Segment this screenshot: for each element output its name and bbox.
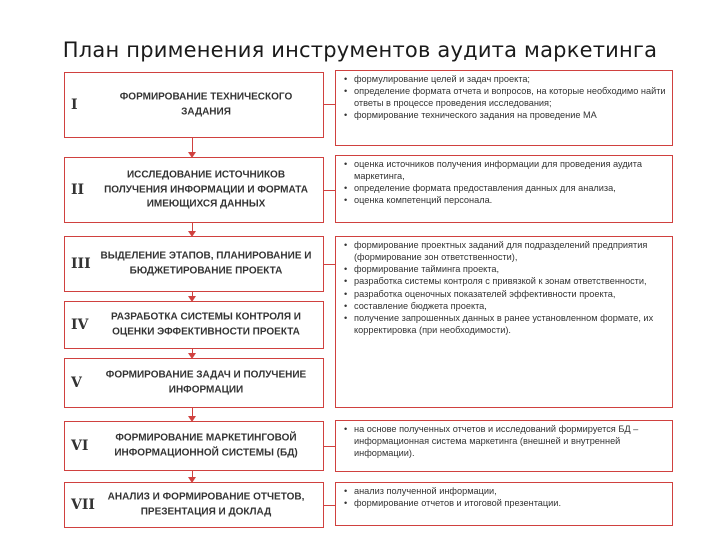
detail-item: • оценка источников получения информации для проведения аудита маркетинга, [354,158,666,182]
stage-box-1 [64,72,324,138]
details-box-6 [335,420,673,472]
stage-number: I [71,97,78,113]
detail-item: • формирование технического задания на проведение МА [354,109,666,121]
detail-item: • формирование проектных заданий для подразделений предприятия (формирование зон ответственности), [354,239,666,263]
flow-arrow [192,138,193,156]
detail-item: • получение запрошенных данных в ранее установленном формате, их корректировка (при необходимости). [354,312,666,336]
stage-number: III [71,256,91,272]
flow-arrow [192,292,193,300]
stage-number: V [71,375,82,391]
stage-box-3 [64,236,324,292]
detail-item: • анализ полученной информации, [354,485,666,497]
stage-name: ФОРМИРОВАНИЕ ТЕХНИЧЕСКОГО ЗАДАНИЯ [119,91,293,117]
stage-box-6 [64,421,324,471]
stage-number: VII [71,497,95,513]
detail-item: • определение формата предоставления данных для анализа, [354,182,666,194]
details-box-1 [335,70,673,146]
stage-box-7 [64,482,324,528]
detail-item: • оценка компетенций персонала. [354,194,666,206]
stage-number: VI [71,438,89,454]
stage-number: II [71,182,85,198]
detail-item: • разработка системы контроля с привязкой к зонам ответственности, [354,275,666,287]
stage-name: ВЫДЕЛЕНИЕ ЭТАПОВ, ПЛАНИРОВАНИЕ И БЮДЖЕТИРОВАНИЕ ПРОЕКТА [100,250,312,276]
details-box-3 [335,236,673,408]
stage-name: АНАЛИЗ И ФОРМИРОВАНИЕ ОТЧЕТОВ, ПРЕЗЕНТАЦИЯ И ДОКЛАД [107,491,305,517]
stage-name: ИССЛЕДОВАНИЕ ИСТОЧНИКОВ ПОЛУЧЕНИЯ ИНФОРМАЦИИ И ФОРМАТА ИМЕЮЩИХСЯ ДАННЫХ [104,169,308,210]
stage-name: РАЗРАБОТКА СИСТЕМЫ КОНТРОЛЯ И ОЦЕНКИ ЭФФЕКТИВНОСТИ ПРОЕКТА [111,311,301,337]
detail-item: • формирование тайминга проекта, [354,263,666,275]
stage-name: ФОРМИРОВАНИЕ МАРКЕТИНГОВОЙ ИНФОРМАЦИОННОЙ СИСТЕМЫ (БД) [114,432,298,458]
connector-line [324,264,335,265]
detail-item: • формулирование целей и задач проекта; [354,73,666,85]
detail-item: • формирование отчетов и итоговой презентации. [354,497,666,509]
details-box-7 [335,482,673,526]
stage-box-2 [64,157,324,223]
stage-number: IV [71,317,89,333]
connector-line [324,190,335,191]
stage-name: ФОРМИРОВАНИЕ ЗАДАЧ И ПОЛУЧЕНИЕ ИНФОРМАЦИИ [105,369,307,395]
flow-arrow [192,223,193,235]
detail-item: • на основе полученных отчетов и исследований формируется БД – информационная система маркетинга (внешней и внутренней информации). [354,423,666,459]
flow-arrow [192,408,193,420]
detail-item: • составление бюджета проекта, [354,300,666,312]
stage-box-4 [64,301,324,349]
flow-arrow [192,471,193,481]
detail-item: • разработка оценочных показателей эффективности проекта, [354,288,666,300]
stage-box-5 [64,358,324,408]
connector-line [324,446,335,447]
detail-item: • определение формата отчета и вопросов, на которые необходимо найти ответы в процессе проведения исследования; [354,85,666,109]
details-box-2 [335,155,673,223]
slide-title: План применения инструментов аудита маркетинга [62,38,658,62]
connector-line [324,505,335,506]
flow-arrow [192,349,193,357]
connector-line [324,104,335,105]
